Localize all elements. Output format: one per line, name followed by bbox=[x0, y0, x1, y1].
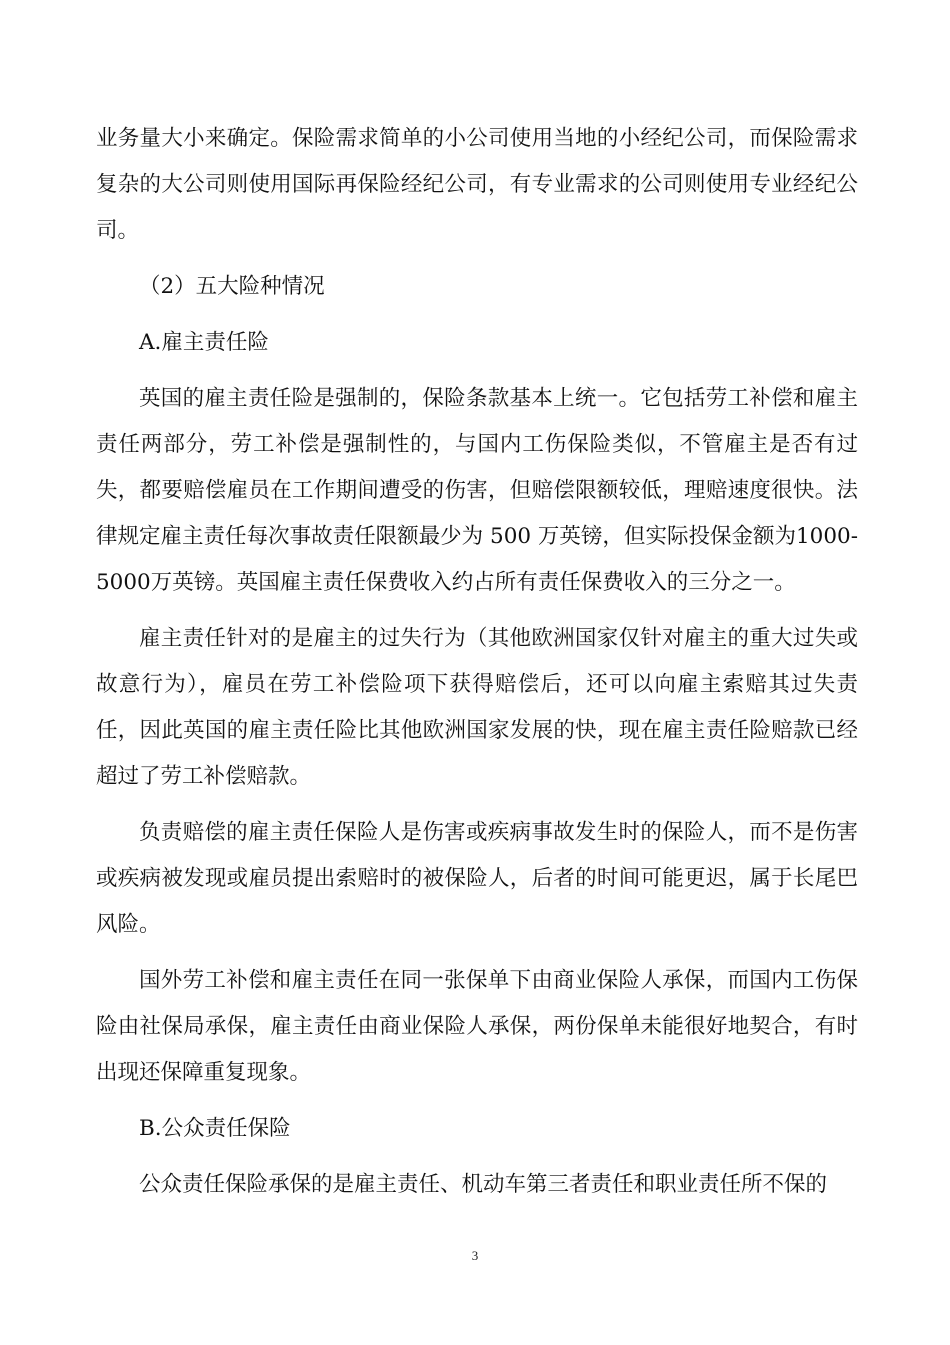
body-text bbox=[96, 116, 858, 1218]
paragraph-public-liability-intro: 公众责任保险承保的是雇主责任、机动车第三者责任和职业责任所不保的 bbox=[139, 1172, 828, 1197]
paragraph-employer-liability-overview: 英国的雇主责任险是强制的，保险条款基本上统一。它包括劳工补偿和雇主责任两部分，劳工补偿是强制性的，与国内工伤保险类似，不管雇主是否有过失，都要赔偿雇员在工作期间遭受的伤害，但赔偿限额较低，理赔速度很快。法律规定雇主责任每次事故责任限额最少为 500 万英镑，但实际投保金额为1000-5000万英镑。英国雇主责任保费收入约占所有责任保费收入的三分之一。 bbox=[96, 386, 858, 595]
subsection-heading-employer-liability: A.雇主责任险 bbox=[139, 330, 269, 355]
section-heading-five-insurance-types: （2）五大险种情况 bbox=[139, 274, 325, 299]
paragraph-domestic-comparison: 国外劳工补偿和雇主责任在同一张保单下由商业保险人承保，而国内工伤保险由社保局承保，雇主责任由商业保险人承保，两份保单未能很好地契合，有时出现还保障重复现象。 bbox=[96, 968, 858, 1085]
paragraph-responsible-insurer: 负责赔偿的雇主责任保险人是伤害或疾病事故发生时的保险人，而不是伤害或疾病被发现或雇员提出索赔时的被保险人，后者的时间可能更迟，属于长尾巴风险。 bbox=[96, 820, 858, 937]
paragraph-employer-negligence: 雇主责任针对的是雇主的过失行为（其他欧洲国家仅针对雇主的重大过失或故意行为），雇员在劳工补偿险项下获得赔偿后，还可以向雇主索赔其过失责任，因此英国的雇主责任险比其他欧洲国家发展的快，现在雇主责任险赔款已经超过了劳工补偿赔款。 bbox=[96, 626, 858, 789]
paragraph-broker-usage: 业务量大小来确定。保险需求简单的小公司使用当地的小经纪公司，而保险需求复杂的大公司则使用国际再保险经纪公司，有专业需求的公司则使用专业经纪公司。 bbox=[96, 126, 858, 243]
subsection-heading-public-liability: B.公众责任保险 bbox=[139, 1116, 291, 1141]
page-number: 3 bbox=[471, 1248, 479, 1263]
